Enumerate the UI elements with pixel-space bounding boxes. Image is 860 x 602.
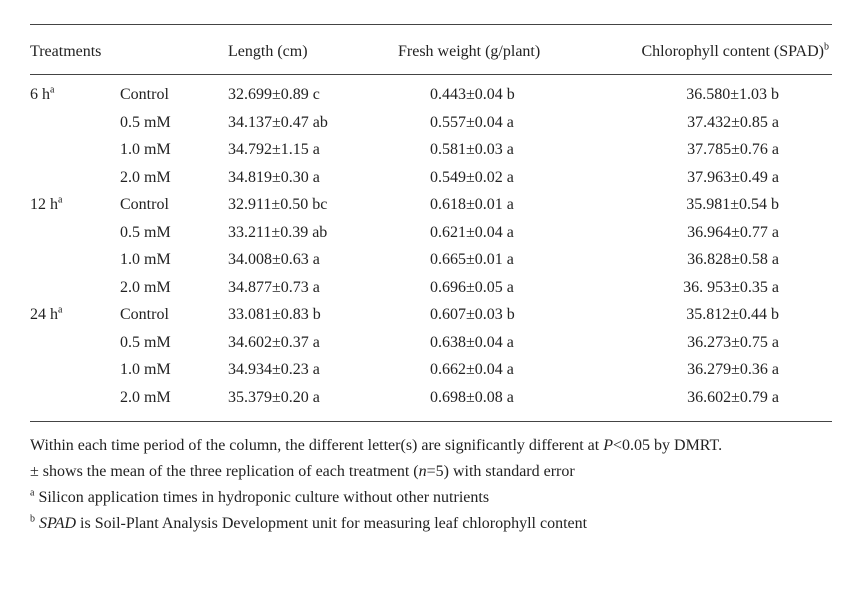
treatment-cell: 2.0 mM [120, 388, 171, 406]
table-row [0, 306, 860, 330]
footnote-b [30, 511, 850, 537]
fresh-weight-cell: 0.581±0.03 a [430, 141, 514, 158]
chlorophyll-cell: 36.273±0.75 a [687, 333, 779, 351]
chlorophyll-cell: 36.279±0.36 a [687, 361, 779, 378]
chlorophyll-cell: 36.828±0.58 a [687, 251, 779, 268]
note-significance [30, 433, 850, 459]
length-cell: 34.137±0.47 ab [228, 113, 328, 131]
note-significance-text: Within each time period of the column, the different letter(s) are significantly different at [30, 437, 604, 454]
header-fresh-weight: Fresh weight (g/plant) [398, 43, 541, 60]
treatment-cell: 0.5 mM [120, 333, 171, 351]
footnote-a-mark: a [30, 487, 35, 499]
length-cell: 34.008±0.63 a [228, 251, 320, 268]
treatment-cell: Control [120, 86, 169, 103]
length-cell: 32.699±0.89 c [228, 86, 320, 103]
chlorophyll-cell: 36.964±0.77 a [687, 223, 779, 241]
time-period-label: 6 h [30, 86, 50, 103]
length-cell: 34.819±0.30 a [228, 168, 320, 186]
time-period-footnote-mark: a [58, 304, 63, 316]
chlorophyll-cell: 35.981±0.54 b [686, 196, 779, 213]
table-row [0, 334, 860, 358]
note-significance-threshold: <0.05 by DMRT. [613, 437, 723, 454]
table-row [0, 224, 860, 248]
length-cell: 33.211±0.39 ab [228, 223, 328, 241]
header-rule [30, 74, 832, 75]
footnote-b-mark: b [30, 513, 35, 525]
treatment-cell: 2.0 mM [120, 278, 171, 296]
fresh-weight-cell: 0.638±0.04 a [430, 333, 514, 351]
chlorophyll-cell: 36.602±0.79 a [687, 388, 779, 406]
chlorophyll-cell: 37.432±0.85 a [687, 113, 779, 131]
table-row [0, 389, 860, 413]
fresh-weight-cell: 0.696±0.05 a [430, 278, 514, 296]
bottom-rule [30, 421, 832, 422]
treatment-cell: 0.5 mM [120, 113, 171, 131]
header-chlorophyll [641, 43, 829, 61]
footnote-a-text: Silicon application times in hydroponic culture without other nutrients [34, 489, 490, 506]
chlorophyll-cell: 36.580±1.03 b [686, 86, 779, 103]
time-period-label: 24 h [30, 306, 58, 323]
table-row [0, 196, 860, 220]
chlorophyll-cell: 35.812±0.44 b [686, 306, 779, 323]
table-notes [30, 433, 850, 537]
fresh-weight-cell: 0.549±0.02 a [430, 168, 514, 186]
note-se-tail: =5) with standard error [426, 463, 575, 480]
time-period [30, 196, 62, 214]
table-row [0, 114, 860, 138]
length-cell: 35.379±0.20 a [228, 388, 320, 406]
fresh-weight-cell: 0.662±0.04 a [430, 361, 514, 378]
time-period [30, 306, 62, 324]
top-rule [30, 24, 832, 25]
table-row [0, 361, 860, 385]
header-treatments: Treatments [30, 43, 102, 60]
treatment-cell: 1.0 mM [120, 361, 171, 378]
fresh-weight-cell: 0.698±0.08 a [430, 388, 514, 406]
table-row [0, 86, 860, 110]
length-cell: 34.877±0.73 a [228, 278, 320, 296]
treatment-cell: Control [120, 196, 169, 213]
treatment-cell: 0.5 mM [120, 223, 171, 241]
treatment-cell: 1.0 mM [120, 251, 171, 268]
length-cell: 33.081±0.83 b [228, 306, 321, 323]
fresh-weight-cell: 0.607±0.03 b [430, 306, 515, 323]
treatment-cell: 2.0 mM [120, 168, 171, 186]
length-cell: 34.934±0.23 a [228, 361, 320, 378]
note-n-symbol: n [418, 463, 427, 480]
footnote-b-term: SPAD [39, 515, 77, 532]
footnote-a [30, 485, 850, 511]
chlorophyll-cell: 36. 953±0.35 a [683, 278, 779, 296]
note-se-text: ± shows the mean of the three replication of each treatment ( [30, 463, 419, 480]
length-cell: 34.602±0.37 a [228, 333, 320, 351]
fresh-weight-cell: 0.618±0.01 a [430, 196, 514, 213]
treatment-cell: Control [120, 306, 169, 323]
chlorophyll-cell: 37.785±0.76 a [687, 141, 779, 158]
fresh-weight-cell: 0.557±0.04 a [430, 113, 514, 131]
header-length: Length (cm) [228, 43, 308, 60]
time-period [30, 86, 54, 104]
header-chlorophyll-footnote-mark: b [824, 41, 829, 53]
time-period-footnote-mark: a [50, 84, 55, 96]
length-cell: 34.792±1.15 a [228, 141, 320, 158]
fresh-weight-cell: 0.443±0.04 b [430, 86, 515, 103]
footnote-b-text: is Soil-Plant Analysis Development unit for measuring leaf chlorophyll content [76, 515, 588, 532]
table-row [0, 251, 860, 275]
table-row [0, 141, 860, 165]
note-p-symbol: P [603, 437, 613, 454]
length-cell: 32.911±0.50 bc [228, 196, 328, 213]
treatment-cell: 1.0 mM [120, 141, 171, 158]
table-row [0, 169, 860, 193]
table-row [0, 279, 860, 303]
fresh-weight-cell: 0.665±0.01 a [430, 251, 514, 268]
time-period-footnote-mark: a [58, 194, 63, 206]
fresh-weight-cell: 0.621±0.04 a [430, 223, 514, 241]
note-standard-error [30, 459, 850, 485]
time-period-label: 12 h [30, 196, 58, 213]
header-chlorophyll-label: Chlorophyll content (SPAD) [641, 43, 824, 60]
chlorophyll-cell: 37.963±0.49 a [687, 168, 779, 186]
